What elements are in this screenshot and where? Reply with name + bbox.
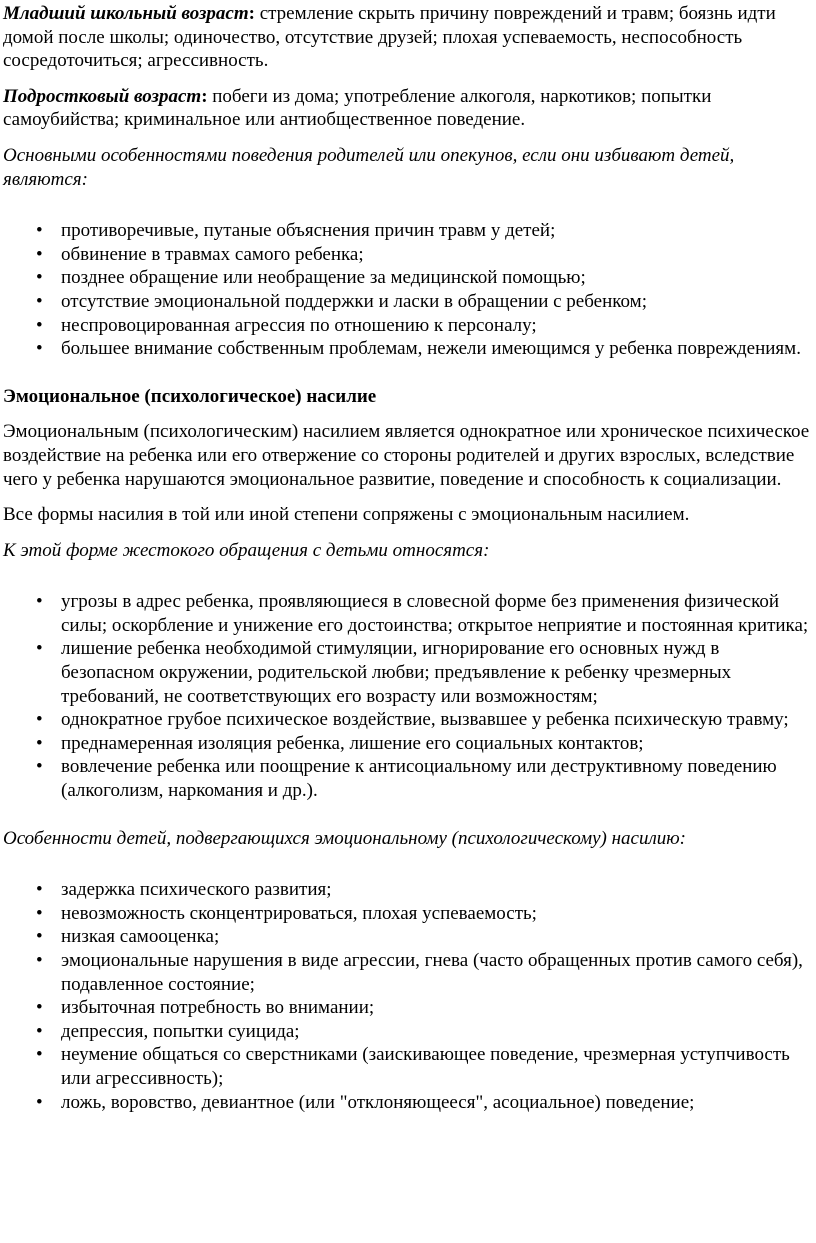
list-item: • неспровоцированная агрессия по отношению к персоналу; [3, 314, 810, 338]
list-item: • неумение общаться со сверстниками (заискивающее поведение, чрезмерная уступчивость или агрессивность); [3, 1043, 810, 1090]
lead-adolescent-age: Подростковый возраст [3, 85, 202, 107]
list-item: • низкая самооценка; [3, 925, 810, 949]
list-item: • невозможность сконцентрироваться, плохая успеваемость; [3, 902, 810, 926]
list-item: • ложь, воровство, девиантное (или "отклоняющееся", асоциальное) поведение; [3, 1091, 810, 1115]
list-item: • вовлечение ребенка или поощрение к антисоциальному или деструктивному поведению (алкоголизм, наркомания и др.). [3, 755, 810, 802]
body-text-younger-school-age: стремление скрыть причину повреждений и травм; боязнь идти домой после школы; одиночество, отсутствие друзей; плохая успеваемость, неспособность сосредоточиться; агрессивность. [3, 3, 776, 72]
body-text-adolescent-age: побеги из дома; употребление алкоголя, наркотиков; попытки самоубийства; криминальное или антиобщественное поведение. [3, 85, 712, 131]
list-item: • избыточная потребность во внимании; [3, 996, 810, 1020]
paragraph-adolescent-age [3, 85, 810, 132]
paragraph-abuse-forms-intro: К этой форме жестокого обращения с детьми относятся: [3, 539, 490, 561]
list-item: • лишение ребенка необходимой стимуляции, игнорирование его основных нужд в безопасном окружении, родительской любви; предъявление к ребенку чрезмерных требований, не соответствующих его возрасту или возможностям; [3, 637, 810, 708]
heading-emotional-abuse: Эмоциональное (психологическое) насилие [3, 385, 377, 407]
list-item: • преднамеренная изоляция ребенка, лишение его социальных контактов; [3, 732, 810, 756]
list-item: • задержка психического развития; [3, 878, 810, 902]
paragraph-parents-behavior-intro: Основными особенностями поведения родителей или опекунов, если они избивают детей, являются: [3, 144, 735, 190]
list-item: • противоречивые, путаные объяснения причин травм у детей; [3, 219, 810, 243]
list-parents-behavior-signs [3, 219, 810, 361]
list-item: • отсутствие эмоциональной поддержки и ласки в обращении с ребенком; [3, 290, 810, 314]
lead-colon: : [201, 85, 208, 107]
list-item: • обвинение в травмах самого ребенка; [3, 243, 810, 267]
paragraph-emotional-abuse-definition: Эмоциональным (психологическим) насилием является однократное или хроническое психическое воздействие на ребенка или его отвержение со стороны родителей и других взрослых, вследствие чего у ребенка нарушаются эмоциональное развитие, поведение и способность к социализации. [3, 421, 810, 490]
list-item: • большее внимание собственным проблемам, нежели имеющимся у ребенка повреждениям. [3, 337, 810, 361]
list-emotional-abuse-forms [3, 590, 810, 802]
lead-younger-school-age: Младший школьный возраст [3, 3, 249, 24]
lead-colon: : [248, 3, 255, 24]
list-item: • эмоциональные нарушения в виде агрессии, гнева (часто обращенных против самого себя), подавленное состояние; [3, 949, 810, 996]
list-affected-children-traits [3, 878, 810, 1114]
list-item: • однократное грубое психическое воздействие, вызвавшее у ребенка психическую травму; [3, 708, 810, 732]
list-item: • позднее обращение или необращение за медицинской помощью; [3, 266, 810, 290]
paragraph-younger-school-age [3, 2, 810, 73]
paragraph-affected-children-intro: Особенности детей, подвергающихся эмоциональному (психологическому) насилию: [3, 827, 686, 849]
list-item: • угрозы в адрес ребенка, проявляющиеся в словесной форме без применения физической силы; оскорбление и унижение его достоинства; открытое неприятие и постоянная критика; [3, 590, 810, 637]
paragraph-all-forms-note: Все формы насилия в той или иной степени сопряжены с эмоциональным насилием. [3, 504, 690, 526]
list-item: • депрессия, попытки суицида; [3, 1020, 810, 1044]
